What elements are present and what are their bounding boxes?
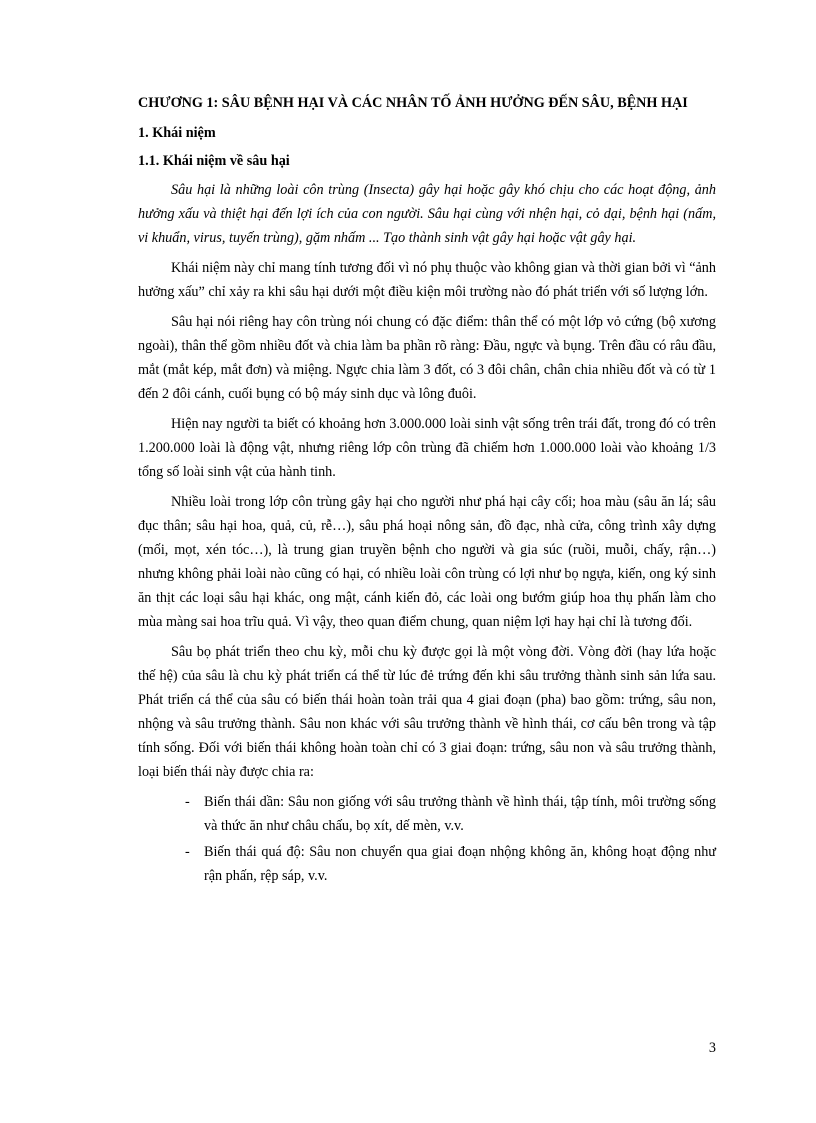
page-content	[138, 93, 716, 890]
list-dash: -	[185, 844, 190, 860]
metamorphosis-list	[138, 790, 716, 888]
section-heading-1: 1. Khái niệm	[138, 125, 216, 141]
paragraph: Sâu bọ phát triển theo chu kỳ, mỗi chu kỳ được gọi là một vòng đời. Vòng đời (hay lứa hoặc thế hệ) của sâu là chu kỳ phát triển cá thể từ lúc đẻ trứng đến khi sâu trưởng thành sinh sản lứa sau. Phát triển cá thể của sâu có biến thái hoàn toàn trải qua 4 giai đoạn (pha) bao gồm: trứng, sâu non, nhộng và sâu trưởng thành. Sâu non khác với sâu trưởng thành về hình thái, cơ cấu bên trong và tập tính sống. Đối với biến thái không hoàn toàn chỉ có 3 giai đoạn: trứng, sâu non và sâu trưởng thành, loại biến thái này được chia ra:	[138, 644, 716, 780]
chapter-title: CHƯƠNG 1: SÂU BỆNH HẠI VÀ CÁC NHÂN TỐ ẢNH HƯỞNG ĐẾN SÂU, BỆNH HẠI	[138, 95, 688, 111]
paragraph: Khái niệm này chỉ mang tính tương đối vì nó phụ thuộc vào không gian và thời gian bởi vì “ảnh hưởng xấu” chỉ xảy ra khi sâu hại dưới một điều kiện môi trường nào đó phát triển với số lượng lớn.	[138, 260, 716, 300]
list-item-text: Biến thái dần: Sâu non giống với sâu trưởng thành về hình thái, tập tính, môi trường sống và thức ăn như châu chấu, bọ xít, dế mèn, v.v.	[204, 794, 716, 834]
page-number: 3	[708, 1040, 716, 1056]
paragraph: Nhiều loài trong lớp côn trùng gây hại cho người như phá hại cây cối; hoa màu (sâu ăn lá; sâu đục thân; sâu hại hoa, quả, củ, rễ…), sâu phá hoại nông sản, đồ đạc, nhà cửa, công trình xây dựng (mối, mọt, xén tóc…), là trung gian truyền bệnh cho người và gia súc (ruồi, muỗi, chấy, rận…) nhưng không phải loài nào cũng có hại, có nhiều loài côn trùng có lợi như bọ ngựa, kiến, ong ký sinh ăn thịt các loại sâu hại khác, ong mật, cánh kiến đỏ, các loài ong bướm giúp hoa thụ phấn làm cho mùa màng sai hoa trĩu quả. Vì vậy, theo quan điểm chung, quan niệm lợi hay hại chỉ là tương đối.	[138, 494, 716, 630]
section-heading-1-1: 1.1. Khái niệm về sâu hại	[138, 153, 290, 169]
paragraph-definition: Sâu hại là những loài côn trùng (Insecta) gây hại hoặc gây khó chịu cho các hoạt động, ảnh hưởng xấu và thiệt hại đến lợi ích của con người. Sâu hại cùng với nhện hại, cỏ dại, bệnh hại (nấm, vi khuẩn, virus, tuyến trùng), gặm nhấm ... Tạo thành sinh vật gây hại hoặc vật gây hại.	[138, 182, 716, 246]
list-item-text: Biến thái quá độ: Sâu non chuyển qua giai đoạn nhộng không ăn, không hoạt động như rận phấn, rệp sáp, v.v.	[204, 844, 716, 884]
paragraph: Hiện nay người ta biết có khoảng hơn 3.000.000 loài sinh vật sống trên trái đất, trong đó có trên 1.200.000 loài là động vật, nhưng riêng lớp côn trùng đã chiếm hơn 1.000.000 loài vào khoảng 1/3 tổng số loài sinh vật của hành tinh.	[138, 416, 716, 480]
paragraph: Sâu hại nói riêng hay côn trùng nói chung có đặc điểm: thân thể có một lớp vỏ cứng (bộ xương ngoài), thân thể gồm nhiều đốt và chia làm ba phần rõ ràng: Đầu, ngực và bụng. Trên đầu có râu đầu, mắt (mắt kép, mắt đơn) và miệng. Ngực chia làm 3 đốt, có 3 đôi chân, chân chia nhiều đốt và có từ 1 đến 2 đôi cánh, cuối bụng có bộ máy sinh dục và lông đuôi.	[138, 314, 716, 402]
list-dash: -	[185, 794, 190, 810]
list-item	[138, 840, 716, 888]
list-item	[138, 790, 716, 838]
